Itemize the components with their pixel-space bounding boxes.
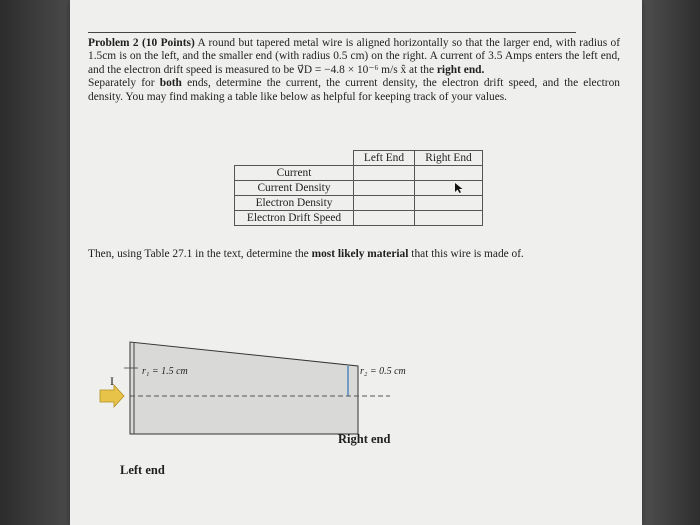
then-start: Then, using Table 27.1 in the text, determine the [88, 248, 309, 260]
drift-equation: v⃗D = −4.8 × 10⁻⁶ m/s x̂ at the [297, 63, 435, 76]
current-label: I [110, 374, 114, 388]
drift-location: right end. [436, 63, 485, 76]
p2-rest: ends, determine the current, the current density, the electron drift speed, and the electron density. You may find making a table like below as helpful for keeping track of your values. [88, 77, 620, 103]
left-end-label: Left end [120, 463, 165, 477]
table-row [235, 211, 483, 226]
background-left [0, 0, 70, 525]
problem-paragraph-1 [88, 37, 620, 77]
problem-text [88, 37, 620, 104]
problem-paragraph-2 [88, 77, 620, 104]
values-table [234, 150, 483, 226]
table-row [235, 181, 483, 196]
top-rule [88, 32, 576, 33]
table-row [235, 166, 483, 181]
r1-label: r₁ = 1.5 cm [142, 366, 188, 377]
then-text [88, 248, 628, 260]
table-cell [415, 181, 483, 196]
problem-heading: Problem 2 (10 Points) [88, 37, 195, 49]
row-label: Electron Drift Speed [235, 211, 354, 226]
table-row [235, 196, 483, 211]
row-label: Current Density [235, 181, 354, 196]
problem-body: A round but tapered metal wire is aligned horizontally so that the larger end, with radius of 1.5cm is on the left, and the smaller end (with radius 0.5 cm) on the right. A current of 3.5 Amps enters the left end, and the electron drift speed is measured to be [88, 37, 620, 76]
then-end: that this wire is made of. [411, 248, 524, 260]
tapered-wire-drawing [70, 330, 642, 525]
r2-label: r₂ = 0.5 cm [360, 366, 406, 377]
row-label: Electron Density [235, 196, 354, 211]
table-cell [354, 211, 415, 226]
table-cell [354, 196, 415, 211]
p2-bold: both [159, 77, 182, 90]
paper-sheet [70, 0, 642, 525]
table-cell [415, 196, 483, 211]
wire-body [130, 342, 358, 434]
wire-diagram [70, 330, 642, 525]
table-cell [415, 211, 483, 226]
cursor-icon [453, 182, 467, 194]
table-cell [354, 181, 415, 196]
col-right-end: Right End [415, 151, 483, 166]
p2-start: Separately for [88, 77, 155, 90]
table-header-row [235, 151, 483, 166]
table-cell [354, 166, 415, 181]
then-bold: most likely material [311, 248, 409, 260]
table-corner [235, 151, 354, 166]
right-end-label: Right end [338, 432, 391, 446]
col-left-end: Left End [354, 151, 415, 166]
row-label: Current [235, 166, 354, 181]
table-cell [415, 166, 483, 181]
background-right [640, 0, 700, 525]
